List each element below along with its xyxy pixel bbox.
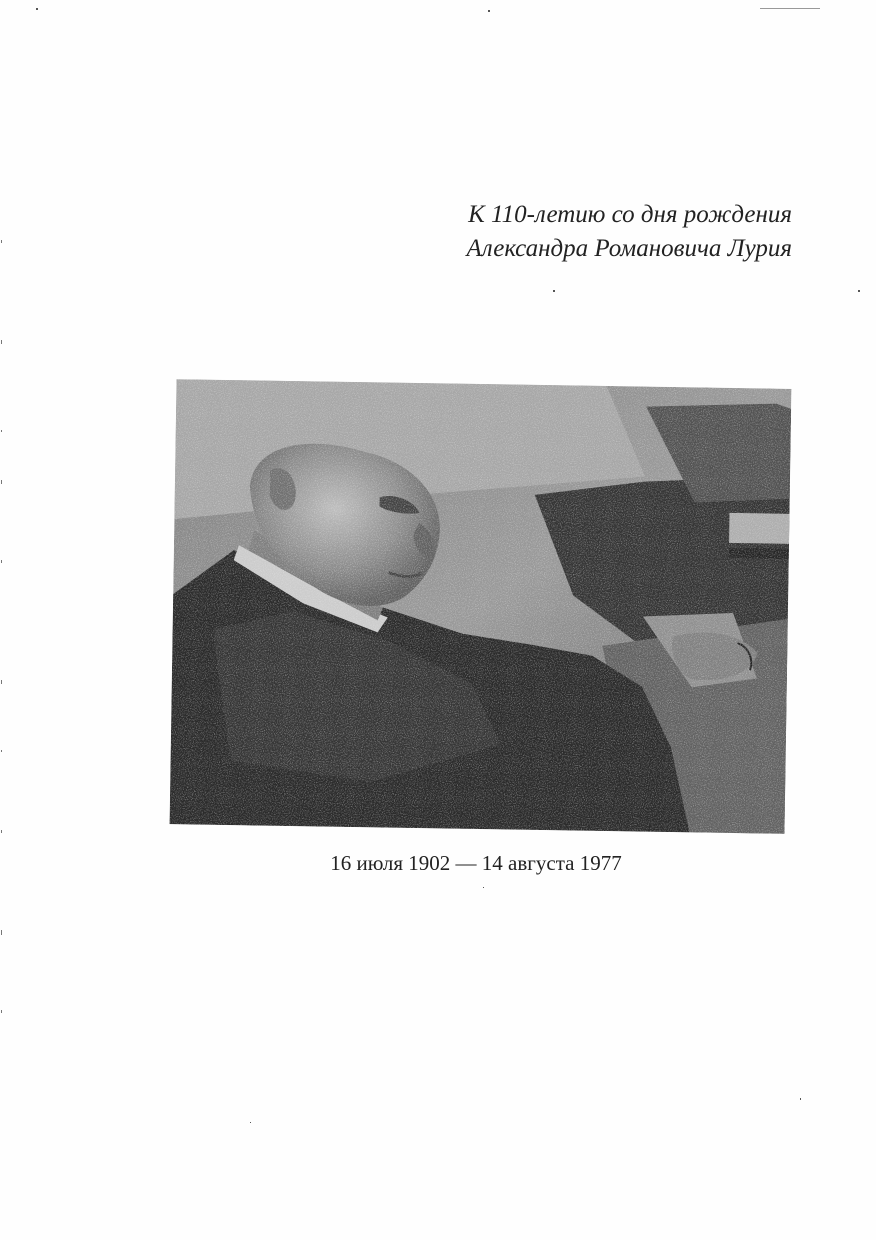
scan-speck <box>250 1122 251 1123</box>
dedication-line-2: Александра Романовича Лурия <box>466 235 792 262</box>
scan-speck <box>858 290 860 292</box>
scan-speck <box>36 8 38 10</box>
dedication-line-1: К 110-летию со дня рождения <box>468 201 792 228</box>
scan-speck <box>800 1098 801 1100</box>
scan-speck <box>483 887 484 888</box>
dedication-heading <box>466 198 792 266</box>
scan-speck <box>760 8 820 9</box>
scan-speck <box>553 290 555 292</box>
portrait-photo <box>170 379 792 834</box>
scan-edge-marks <box>0 230 4 1110</box>
life-dates: 16 июля 1902 — 14 августа 1977 <box>330 851 622 875</box>
scan-speck <box>488 10 490 12</box>
